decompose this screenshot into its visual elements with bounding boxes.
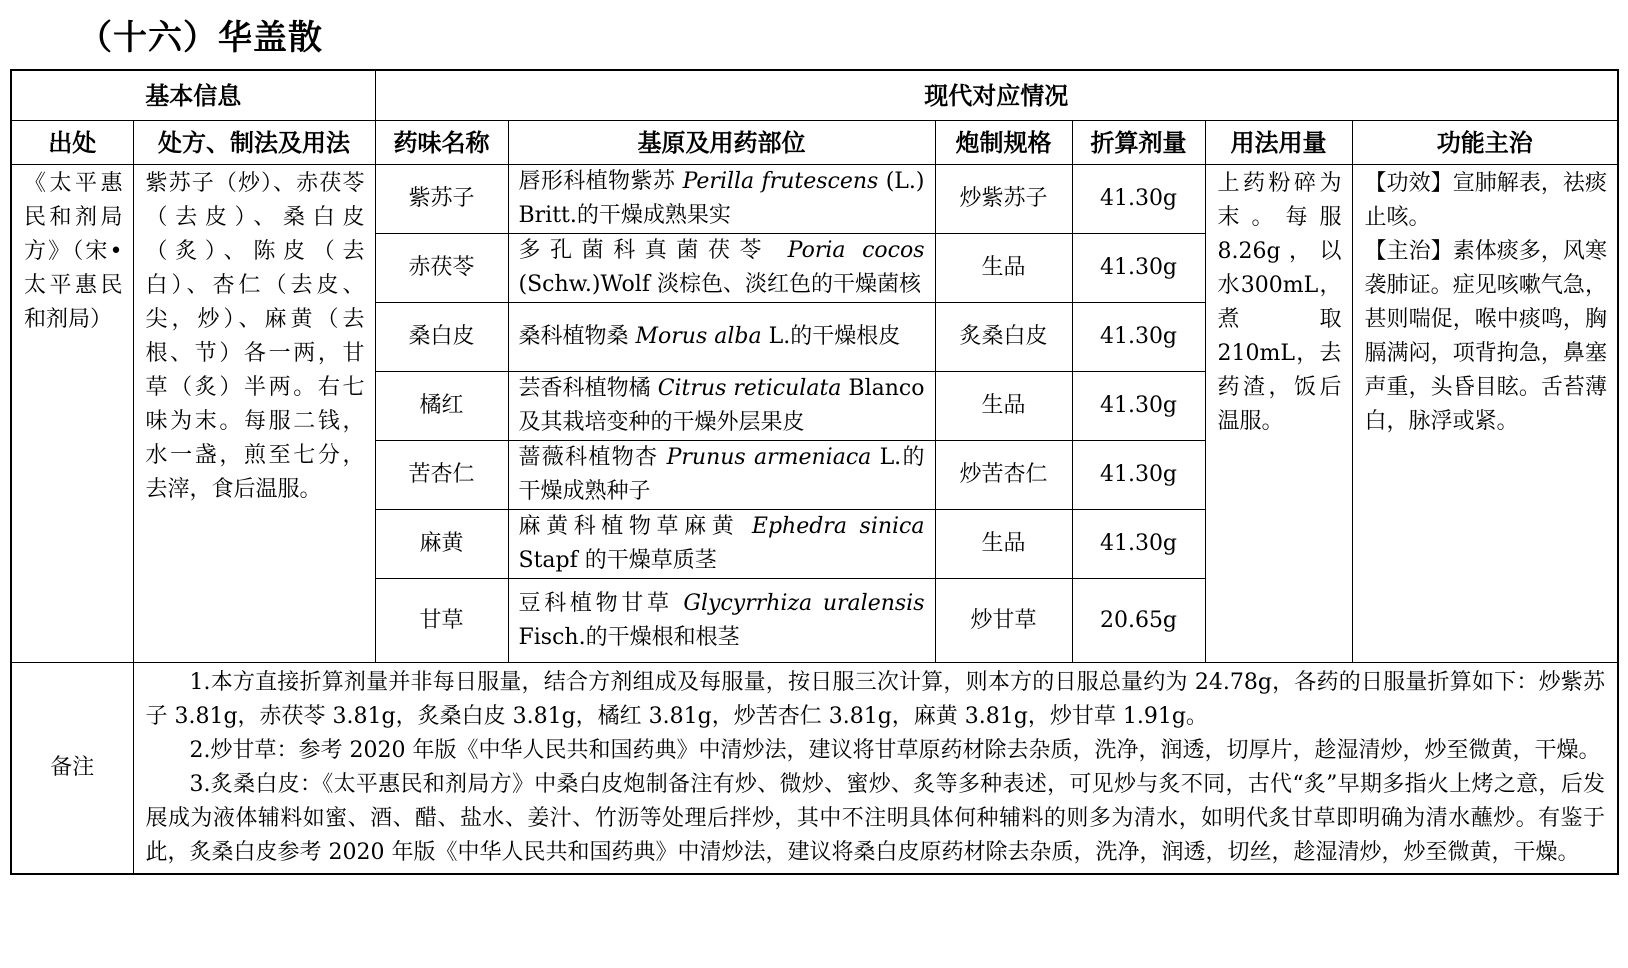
header-function: 功能主治 (1352, 121, 1618, 165)
formula-table (10, 69, 1619, 875)
drug-name: 桑白皮 (375, 303, 508, 372)
header-processing: 炮制规格 (935, 121, 1072, 165)
drug-processing: 生品 (935, 510, 1072, 579)
drug-dose: 41.30g (1072, 372, 1205, 441)
header-origin: 基原及用药部位 (508, 121, 935, 165)
drug-origin: 芸香科植物橘 Citrus reticulata Blanco 及其栽培变种的干燥外层果皮 (508, 372, 935, 441)
header-source: 出处 (11, 121, 133, 165)
remark-item: 2.炒甘草：参考 2020 年版《中华人民共和国药典》中清炒法，建议将甘草原药材除去杂质，洗净，润透，切厚片，趁湿清炒，炒至微黄，干燥。 (189, 738, 1601, 763)
remark-item: 1.本方直接折算剂量并非每日服量，结合方剂组成及每服量，按日服三次计算，则本方的日服总量约为 24.78g，各药的日服量折算如下：炒紫苏子 3.81g，赤茯苓 3.81g，炙桑白皮 3.81g，橘红 3.81g，炒苦杏仁 3.81g，麻黄 3.81g，炒甘草 1.91g。 (145, 670, 1605, 729)
header-modern-info: 现代对应情况 (375, 70, 1618, 121)
function-indication: 【主治】素体痰多，风寒袭肺证。症见咳嗽气急，甚则喘促，喉中痰鸣，胸膈满闷，项背拘急，鼻塞声重，头昏目眩。舌苔薄白，脉浮或紧。 (1364, 239, 1607, 434)
header-dose: 折算剂量 (1072, 121, 1205, 165)
drug-dose: 41.30g (1072, 303, 1205, 372)
drug-origin: 蔷薇科植物杏 Prunus armeniaca L.的干燥成熟种子 (508, 441, 935, 510)
drug-name: 橘红 (375, 372, 508, 441)
drug-origin: 麻黄科植物草麻黄 Ephedra sinica Stapf 的干燥草质茎 (508, 510, 935, 579)
remark-content (133, 663, 1618, 875)
remark-label: 备注 (11, 663, 133, 875)
remark-item: 3.炙桑白皮：《太平惠民和剂局方》中桑白皮炮制备注有炒、微炒、蜜炒、炙等多种表述，可见炒与炙不同，古代“炙”早期多指火上烤之意，后发展成为液体辅料如蜜、酒、醋、盐水、姜汁、竹沥等处理后拌炒，其中不注明具体何种辅料的则多为清水，如明代炙甘草即明确为清水蘸炒。有鉴于此，炙桑白皮参考 2020 年版《中华人民共和国药典》中清炒法，建议将桑白皮原药材除去杂质，洗净，润透，切丝，趁湿清炒，炒至微黄，干燥。 (145, 772, 1605, 865)
drug-origin: 桑科植物桑 Morus alba L.的干燥根皮 (508, 303, 935, 372)
drug-origin: 多孔菌科真菌茯苓 Poria cocos (Schw.)Wolf 淡棕色、淡红色的干燥菌核 (508, 234, 935, 303)
usage-cell: 上药粉碎为末。每服8.26g，以水300mL，煮取210mL，去药渣，饭后温服。 (1205, 165, 1352, 663)
drug-processing: 生品 (935, 372, 1072, 441)
drug-dose: 41.30g (1072, 441, 1205, 510)
prescription-cell: 紫苏子（炒）、赤茯苓（去皮）、桑白皮（炙）、陈皮（去白）、杏仁（去皮、尖，炒）、麻黄（去根、节）各一两，甘草（炙）半两。右七味为末。每服二钱，水一盏，煎至七分，去滓，食后温服。 (133, 165, 375, 663)
drug-name: 紫苏子 (375, 165, 508, 234)
drug-origin: 豆科植物甘草 Glycyrrhiza uralensis Fisch.的干燥根和根茎 (508, 579, 935, 663)
drug-processing: 炒苦杏仁 (935, 441, 1072, 510)
drug-dose: 41.30g (1072, 165, 1205, 234)
header-basic-info: 基本信息 (11, 70, 375, 121)
remark-row (11, 663, 1618, 875)
header-usage: 用法用量 (1205, 121, 1352, 165)
drug-dose: 41.30g (1072, 234, 1205, 303)
drug-processing: 生品 (935, 234, 1072, 303)
header-prescription: 处方、制法及用法 (133, 121, 375, 165)
function-cell (1352, 165, 1618, 663)
drug-processing: 炙桑白皮 (935, 303, 1072, 372)
drug-processing: 炒甘草 (935, 579, 1072, 663)
function-efficacy: 【功效】宣肺解表，祛痰止咳。 (1364, 171, 1607, 230)
page-title: （十六）华盖散 (78, 18, 323, 58)
drug-origin: 唇形科植物紫苏 Perilla frutescens (L.) Britt.的干燥成熟果实 (508, 165, 935, 234)
header-drug-name: 药味名称 (375, 121, 508, 165)
drug-name: 麻黄 (375, 510, 508, 579)
drug-dose: 41.30g (1072, 510, 1205, 579)
drug-name: 苦杏仁 (375, 441, 508, 510)
drug-processing: 炒紫苏子 (935, 165, 1072, 234)
drug-dose: 20.65g (1072, 579, 1205, 663)
drug-name: 赤茯苓 (375, 234, 508, 303)
drug-name: 甘草 (375, 579, 508, 663)
source-cell: 《太平惠民和剂局方》（宋•太平惠民和剂局） (11, 165, 133, 663)
table-row (11, 165, 1618, 234)
